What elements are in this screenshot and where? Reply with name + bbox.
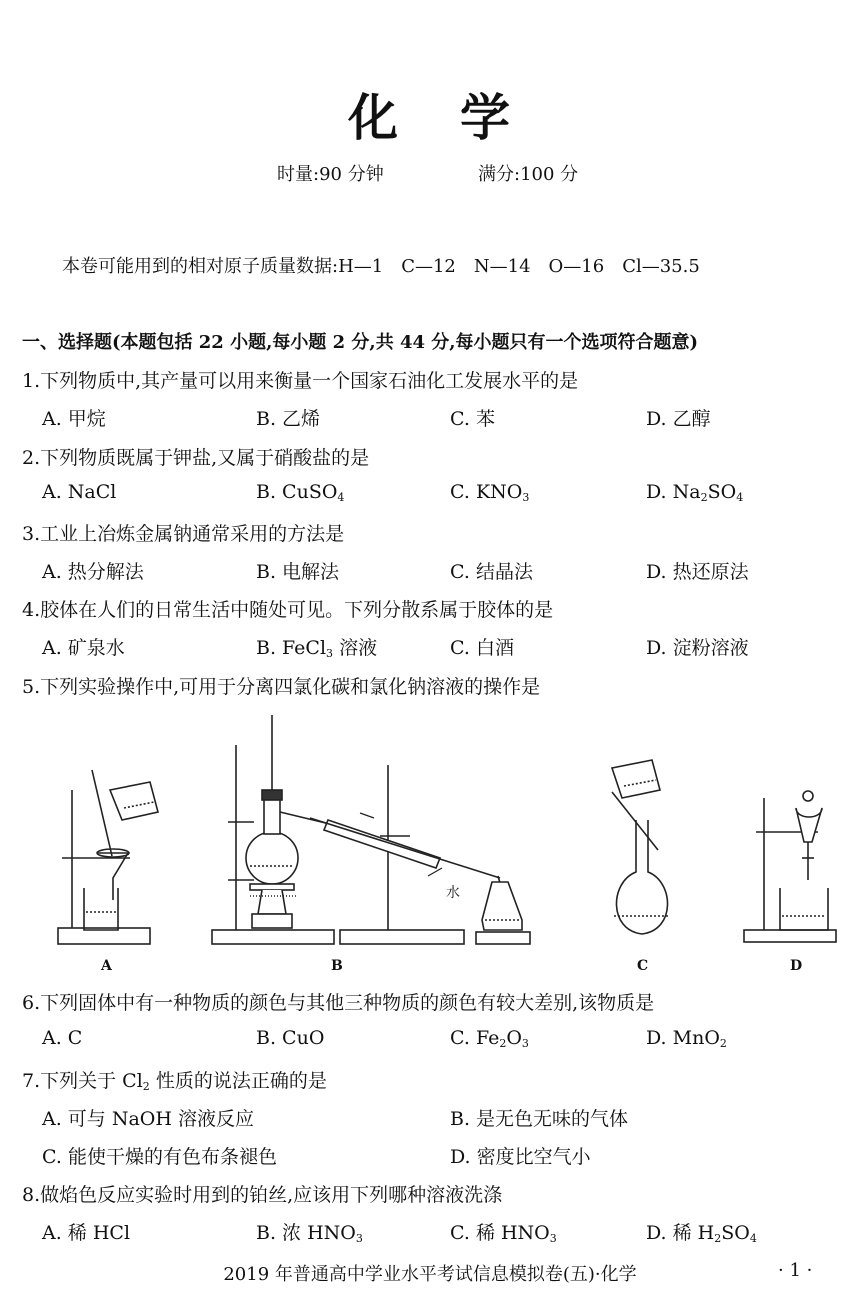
exam-score: 满分:100 分: [478, 164, 579, 185]
apparatus-a-filtration: [58, 770, 158, 944]
question-3: 3.工业上冶炼金属钠通常采用的方法是: [22, 523, 345, 545]
apparatus-c-volumetric-flask: [612, 760, 670, 934]
q4-option-c: C. 白酒: [450, 637, 514, 659]
exam-time: 时量:90 分钟: [277, 164, 384, 185]
q1-option-d: D. 乙醇: [646, 408, 711, 430]
q6-option-c: C. $Fe_2O_3$: [450, 1027, 529, 1050]
q8-option-b: B. 浓 $HNO_3$: [256, 1222, 363, 1245]
apparatus-d-separatory-funnel: [744, 791, 836, 942]
q2-option-d: D. $Na_2SO_4$: [646, 481, 744, 504]
q1-option-c: C. 苯: [450, 408, 495, 430]
q3-option-b: B. 电解法: [256, 561, 340, 583]
figure-label-b: B: [331, 958, 343, 974]
q2-option-a: A. NaCl: [42, 481, 117, 503]
q8-option-d: D. 稀 $H_2SO_4$: [646, 1222, 757, 1245]
q7-option-c: C. 能使干燥的有色布条褪色: [42, 1146, 277, 1168]
q3-option-c: C. 结晶法: [450, 561, 533, 583]
q7-option-d: D. 密度比空气小: [450, 1146, 591, 1168]
title-char-1: 化: [348, 89, 400, 147]
question-4: 4.胶体在人们的日常生活中随处可见。下列分散系属于胶体的是: [22, 599, 554, 621]
question-7: 7.下列关于 $Cl_2$ 性质的说法正确的是: [22, 1070, 327, 1093]
q4-option-b: B. FeCl$_3$ 溶液: [256, 637, 378, 660]
q4-option-d: D. 淀粉溶液: [646, 637, 749, 659]
q7-option-b: B. 是无色无味的气体: [450, 1108, 629, 1130]
water-label: 水: [446, 885, 460, 901]
question-8: 8.做焰色反应实验时用到的铂丝,应该用下列哪种溶液洗涤: [22, 1184, 503, 1206]
q7-option-a: A. 可与 NaOH 溶液反应: [42, 1108, 254, 1130]
question-5: 5.下列实验操作中,可用于分离四氯化碳和氯化钠溶液的操作是: [22, 676, 541, 698]
q4-option-a: A. 矿泉水: [42, 637, 125, 659]
question-1: 1.下列物质中,其产量可以用来衡量一个国家石油化工发展水平的是: [22, 370, 579, 392]
q2-option-b: B. CuSO$_4$: [256, 481, 345, 504]
q3-option-d: D. 热还原法: [646, 561, 749, 583]
figure-label-c: C: [637, 958, 649, 974]
question-6: 6.下列固体中有一种物质的颜色与其他三种物质的颜色有较大差别,该物质是: [22, 992, 655, 1014]
q6-option-d: D. MnO$_2$: [646, 1027, 727, 1050]
q6-option-b: B. CuO: [256, 1027, 325, 1049]
q8-option-a: A. 稀 HCl: [42, 1222, 131, 1244]
question-2: 2.下列物质既属于钾盐,又属于硝酸盐的是: [22, 447, 370, 469]
title-char-2: 学: [460, 89, 512, 147]
q3-option-a: A. 热分解法: [42, 561, 144, 583]
q6-option-a: A. C: [42, 1027, 83, 1049]
q1-option-b: B. 乙烯: [256, 408, 321, 430]
figure-label-a: A: [101, 958, 112, 974]
section-heading: 一、选择题(本题包括 22 小题,每小题 2 分,共 44 分,每小题只有一个选项符合题意): [22, 332, 699, 353]
q2-option-c: C. $KNO_3$: [450, 481, 530, 504]
q8-option-c: C. 稀 $HNO_3$: [450, 1222, 557, 1245]
page-footer: 2019 年普通高中学业水平考试信息模拟卷(五)·化学: [223, 1264, 637, 1285]
atomic-masses: 本卷可能用到的相对原子质量数据:H—1 C—12 N—14 O—16 Cl—35.5: [62, 256, 700, 277]
q1-option-a: A. 甲烷: [42, 408, 106, 430]
apparatus-b-distillation: [212, 715, 530, 944]
page-number: · 1 ·: [778, 1260, 813, 1281]
figure-label-d: D: [790, 958, 803, 974]
